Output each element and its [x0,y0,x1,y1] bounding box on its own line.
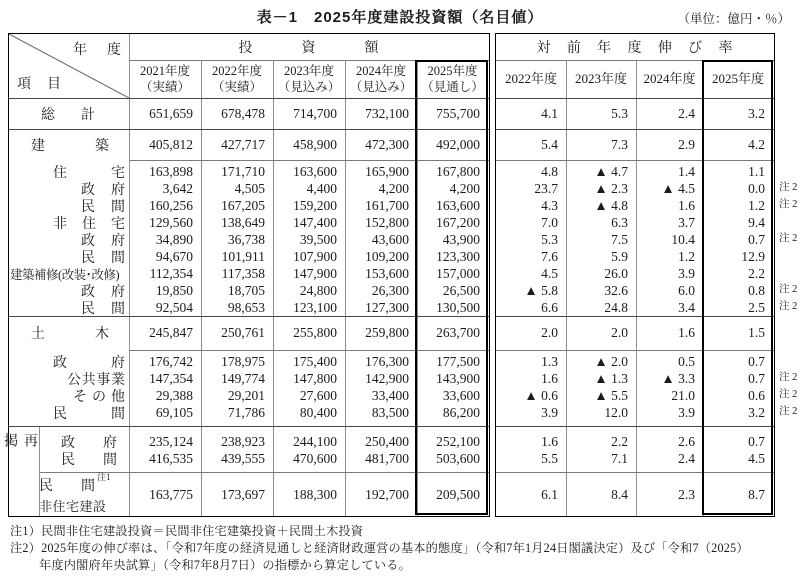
value-cell: 263,700 [436,325,480,340]
section-line [9,426,489,427]
table-row [496,472,774,518]
value-cell: 175,400 [293,353,337,369]
value-cell: 173,697 [221,487,265,502]
value-cell: 259,800 [365,325,409,340]
col-header-2025 [417,60,488,98]
row-label: 建築 [31,138,109,154]
col-year: 2024年度 [355,63,406,78]
value-cell: 250,761 [221,325,265,340]
rate-cell: ▲ 5.5 [594,387,628,403]
rate-cell: 0.8 [748,282,765,298]
rate-cell: 26.0 [604,265,628,281]
row-label: 民間 [61,452,117,468]
table-row [9,387,489,404]
rate-cell: 1.6 [678,197,695,213]
value-cell: 503,600 [436,450,480,466]
value-cell: 92,504 [155,299,193,315]
value-cell: 36,738 [227,231,265,247]
value-cell: 143,900 [436,370,480,386]
row-label: 土木 [31,327,109,342]
value-cell: 127,300 [365,299,409,315]
note2-mark: 注 2 [779,389,798,400]
rate-cell: ▲ 3.3 [661,370,695,386]
rate-cell: 6.3 [611,214,628,230]
value-cell: 167,800 [436,163,480,179]
rate-cell: 23.7 [534,180,558,196]
value-cell: 26,300 [371,282,409,298]
rate-cell: 5.9 [611,248,628,264]
col-header-2024 [345,60,417,98]
value-cell: 3,642 [162,180,193,196]
table-row [9,129,489,160]
rate-cell: 3.4 [678,299,695,315]
value-cell: 732,100 [365,105,409,121]
rate-cell: 10.4 [671,231,695,247]
rate-cell: 5.5 [541,450,558,466]
table-row [9,353,489,370]
value-cell: 4,200 [378,180,409,196]
value-cell: 153,600 [365,265,409,281]
row-label: 政府 [81,233,125,249]
value-cell: 235,124 [149,433,193,449]
rate-cell: ▲ 4.8 [594,197,628,213]
rate-cell: 1.2 [748,197,765,213]
value-cell: 163,600 [293,163,337,179]
rate-cell: ▲ 2.3 [594,180,628,196]
rate-cell: 12.9 [741,248,765,264]
grid-line [496,160,774,161]
value-cell: 255,800 [293,325,337,340]
value-cell: 27,600 [299,387,337,403]
table-row [496,387,774,404]
value-cell: 4,505 [234,180,265,196]
rate-cell: 6.1 [541,487,558,502]
table-row [496,163,774,180]
group-header-growth [496,34,773,60]
value-cell: 33,600 [442,387,480,403]
rate-cell: 21.0 [671,387,695,403]
value-cell: 130,500 [436,299,480,315]
row-label [39,472,119,515]
rate-cell: 2.9 [678,136,695,152]
value-cell: 138,649 [221,214,265,230]
rate-cell: 1.3 [541,353,558,369]
rate-cell: 7.5 [611,231,628,247]
rate-cell: 3.9 [678,404,695,420]
table-row [9,163,489,180]
growth-rate-table [495,33,775,517]
row-label-line2: 非住宅建設 [39,499,107,514]
rate-cell: 4.3 [541,197,558,213]
value-cell: 147,400 [293,214,337,230]
table-row [496,353,774,370]
value-cell: 171,710 [221,163,265,179]
table-row [9,248,489,265]
row-label: 非住宅 [53,216,125,232]
rate-cell: 1.4 [678,163,695,179]
rate-cell: 5.3 [611,105,628,121]
rate-cell: 7.0 [541,214,558,230]
table-row [9,299,489,316]
rate-cell: 3.2 [748,105,765,121]
value-cell: 714,700 [293,105,337,121]
section-line [496,426,774,427]
value-cell: 252,100 [436,433,480,449]
table-row [496,98,774,129]
value-cell: 39,500 [299,231,337,247]
table-row [496,214,774,231]
table-row [496,433,774,450]
value-cell: 678,478 [221,105,265,121]
table-row [9,265,489,282]
value-cell: 98,653 [227,299,265,315]
table-row [9,370,489,387]
value-cell: 481,700 [365,450,409,466]
rate-cell: 1.6 [541,433,558,449]
footnote-ref: 注1 [97,472,111,482]
row-label: 政府 [61,435,117,451]
value-cell: 147,800 [293,370,337,386]
row-label: 建築補修(改装･改修) [10,267,120,282]
rate-cell: 8.7 [748,487,765,502]
value-cell: 651,659 [149,105,193,121]
rate-cell: 12.0 [604,404,628,420]
note2-mark: 注 2 [779,372,798,383]
footnote-2-line1: 注2）2025年度の伸び率は、「令和7年度の経済見通しと経済財政運営の基本的態度」（令和7年1月24日閣議決定）及び「令和7（2025） [10,541,749,555]
value-cell: 123,300 [436,248,480,264]
value-cell: 26,500 [442,282,480,298]
col-year: 2022年度 [211,63,262,78]
table-row [496,197,774,214]
rate-cell: 2.4 [678,105,695,121]
grid-line [129,160,489,161]
rate-cell: 3.9 [541,404,558,420]
table-row [9,214,489,231]
rate-cell: 4.5 [748,450,765,466]
value-cell: 161,700 [365,197,409,213]
value-cell: 80,400 [299,404,337,420]
rate-cell: 7.1 [611,450,628,466]
row-label: その他 [73,389,125,405]
value-cell: 176,300 [365,353,409,369]
rate-cell: 2.2 [748,265,765,281]
value-cell: 18,705 [227,282,265,298]
row-label: 民間 [81,250,125,266]
value-cell: 29,201 [227,387,265,403]
col-kind: （実績） [211,80,262,94]
value-cell: 123,100 [293,299,337,315]
col-header-2024: 2024年度 [643,71,696,86]
value-cell: 244,100 [293,433,337,449]
value-cell: 159,200 [293,197,337,213]
table-row [496,450,774,467]
corner-label-item: 項目 [17,77,61,92]
col-header-2022: 2022年度 [504,71,557,86]
value-cell: 4,200 [449,180,480,196]
rate-cell: 1.5 [748,325,765,340]
note2-mark: 注 2 [779,233,798,244]
col-header-2021 [129,60,201,98]
value-cell: 147,354 [149,370,193,386]
rate-cell: 2.3 [678,487,695,502]
col-kind: （見込み） [277,80,341,94]
value-cell: 188,300 [293,487,337,502]
table-row [9,180,489,197]
rate-cell: 0.5 [678,353,695,369]
value-cell: 427,717 [221,136,265,152]
corner-cell [9,34,129,98]
table-row [496,404,774,421]
footnote-2-line2: 年度内閣府年央試算」（令和7年8月7日）の指標から算定している。 [39,558,412,572]
value-cell: 86,200 [442,404,480,420]
value-cell: 109,200 [365,248,409,264]
value-cell: 238,923 [221,433,265,449]
table-row [9,450,489,467]
value-cell: 112,354 [149,265,193,281]
value-cell: 167,200 [436,214,480,230]
value-cell: 163,600 [436,197,480,213]
footnote-1: 注1）民間非住宅建設投資＝民間非住宅建築投資＋民間土木投資 [10,524,364,538]
note2-mark: 注 2 [779,301,798,312]
value-cell: 101,911 [221,248,265,264]
rate-cell: 2.6 [678,433,695,449]
value-cell: 472,300 [365,136,409,152]
col-header-2023: 2023年度 [574,71,627,86]
value-cell: 245,847 [149,325,193,340]
row-label: 民間 [81,301,125,317]
value-cell: 152,800 [365,214,409,230]
value-cell: 439,555 [221,450,265,466]
investment-table [2,33,490,517]
rate-cell: 1.6 [678,325,695,340]
group-header-label: 対前年度伸び率 [536,41,733,56]
value-cell: 470,600 [293,450,337,466]
col-kind: （実績） [139,80,190,94]
row-label: 公共事業 [67,372,125,388]
rate-cell: 2.4 [678,450,695,466]
rate-cell: 6.0 [678,282,695,298]
col-kind: （見込み） [349,80,413,94]
col-year: 2025年度 [427,63,478,78]
table-row [9,231,489,248]
value-cell: 117,358 [221,265,265,281]
rate-cell: 3.2 [748,404,765,420]
table-row [496,180,774,197]
table-row [9,472,489,518]
value-cell: 19,850 [155,282,193,298]
table-row [9,282,489,299]
value-cell: 160,256 [149,197,193,213]
rate-cell: ▲ 2.0 [594,353,628,369]
value-cell: 129,560 [149,214,193,230]
value-cell: 142,900 [365,370,409,386]
rate-cell: 32.6 [604,282,628,298]
table-row [496,370,774,387]
col-header-2022 [201,60,273,98]
col-header-2023 [273,60,345,98]
col-header-2025: 2025年度 [711,71,764,86]
value-cell: 492,000 [436,136,480,152]
table-row [496,231,774,248]
value-cell: 83,500 [371,404,409,420]
table-row [496,248,774,265]
value-cell: 24,800 [299,282,337,298]
value-cell: 178,975 [221,353,265,369]
value-cell: 69,105 [155,404,193,420]
value-cell: 43,900 [442,231,480,247]
value-cell: 147,900 [293,265,337,281]
value-cell: 107,900 [293,248,337,264]
row-label: 総計 [41,107,95,123]
value-cell: 405,812 [149,136,193,152]
table-row [496,129,774,160]
rate-cell: 24.8 [604,299,628,315]
value-cell: 34,890 [155,231,193,247]
value-cell: 458,900 [293,136,337,152]
regai-cell: 再掲 [2,433,37,475]
note2-mark: 注 2 [779,284,798,295]
rate-cell: 0.7 [748,353,765,369]
row-label: 民間 [53,406,125,422]
table-row [9,316,489,350]
row-label: 民間 [81,199,125,215]
rate-cell: 6.6 [541,299,558,315]
value-cell: 4,400 [306,180,337,196]
table-row [9,433,489,450]
rate-cell: 7.3 [611,136,628,152]
value-cell: 177,500 [436,353,480,369]
rate-cell: 9.4 [748,214,765,230]
rate-cell: 0.7 [748,433,765,449]
rate-cell: 7.6 [541,248,558,264]
rate-cell: 2.0 [611,325,628,340]
rate-cell: 1.2 [678,248,695,264]
rate-cell: 3.9 [678,265,695,281]
rate-cell: 2.0 [541,325,558,340]
rate-cell: 4.8 [541,163,558,179]
group-header-investment [129,34,488,60]
table-row [496,299,774,316]
row-label: 住宅 [53,165,125,181]
value-cell: 209,500 [436,487,480,502]
note2-mark: 注 2 [779,406,798,417]
table-row [9,404,489,421]
grid-line [496,350,774,351]
rate-cell: 2.2 [611,433,628,449]
value-cell: 192,700 [365,487,409,502]
unit-note: （単位：億円・％） [677,12,790,26]
rate-cell: 1.6 [541,370,558,386]
table-row [9,98,489,129]
rate-cell: ▲ 0.6 [524,387,558,403]
value-cell: 29,388 [155,387,193,403]
rate-cell: 5.3 [541,231,558,247]
table-row [9,197,489,214]
note2-mark: 注 2 [779,199,798,210]
value-cell: 149,774 [221,370,265,386]
row-label: 政府 [53,355,125,371]
rate-cell: ▲ 5.8 [524,282,558,298]
corner-label-year: 年度 [73,43,121,58]
grid-line [129,350,489,351]
rate-cell: 0.0 [748,180,765,196]
col-year: 2021年度 [139,63,190,78]
group-header-label: 投資額 [238,41,379,56]
table-row [496,265,774,282]
value-cell: 165,900 [365,163,409,179]
col-kind: （見通し） [421,80,484,94]
rate-cell: ▲ 1.3 [594,370,628,386]
row-label: 政府 [81,284,125,300]
rate-cell: ▲ 4.5 [661,180,695,196]
rate-cell: ▲ 4.7 [594,163,628,179]
value-cell: 163,775 [149,487,193,502]
value-cell: 416,535 [149,450,193,466]
value-cell: 43,600 [371,231,409,247]
value-cell: 167,205 [221,197,265,213]
rate-cell: 8.4 [611,487,628,502]
rate-cell: 3.7 [678,214,695,230]
value-cell: 176,742 [149,353,193,369]
rate-cell: 2.5 [748,299,765,315]
value-cell: 33,400 [371,387,409,403]
value-cell: 71,786 [227,404,265,420]
note2-mark: 注 2 [779,182,798,193]
table-row [496,316,774,350]
rate-cell: 4.1 [541,105,558,121]
row-label: 政府 [81,182,125,198]
rate-cell: 5.4 [541,136,558,152]
value-cell: 163,898 [149,163,193,179]
col-year: 2023年度 [283,63,334,78]
rate-cell: 4.5 [541,265,558,281]
value-cell: 94,670 [155,248,193,264]
page-title: 表－1 2025年度建設投資額（名目値） [256,9,544,26]
rate-cell: 0.6 [748,387,765,403]
rate-cell: 0.7 [748,370,765,386]
table-row [496,282,774,299]
rate-cell: 4.2 [748,136,765,152]
value-cell: 157,000 [436,265,480,281]
row-label-line1: 民間 [39,479,95,494]
value-cell: 755,700 [436,105,480,121]
value-cell: 250,400 [365,433,409,449]
rate-cell: 0.7 [748,231,765,247]
rate-cell: 1.1 [748,163,765,179]
